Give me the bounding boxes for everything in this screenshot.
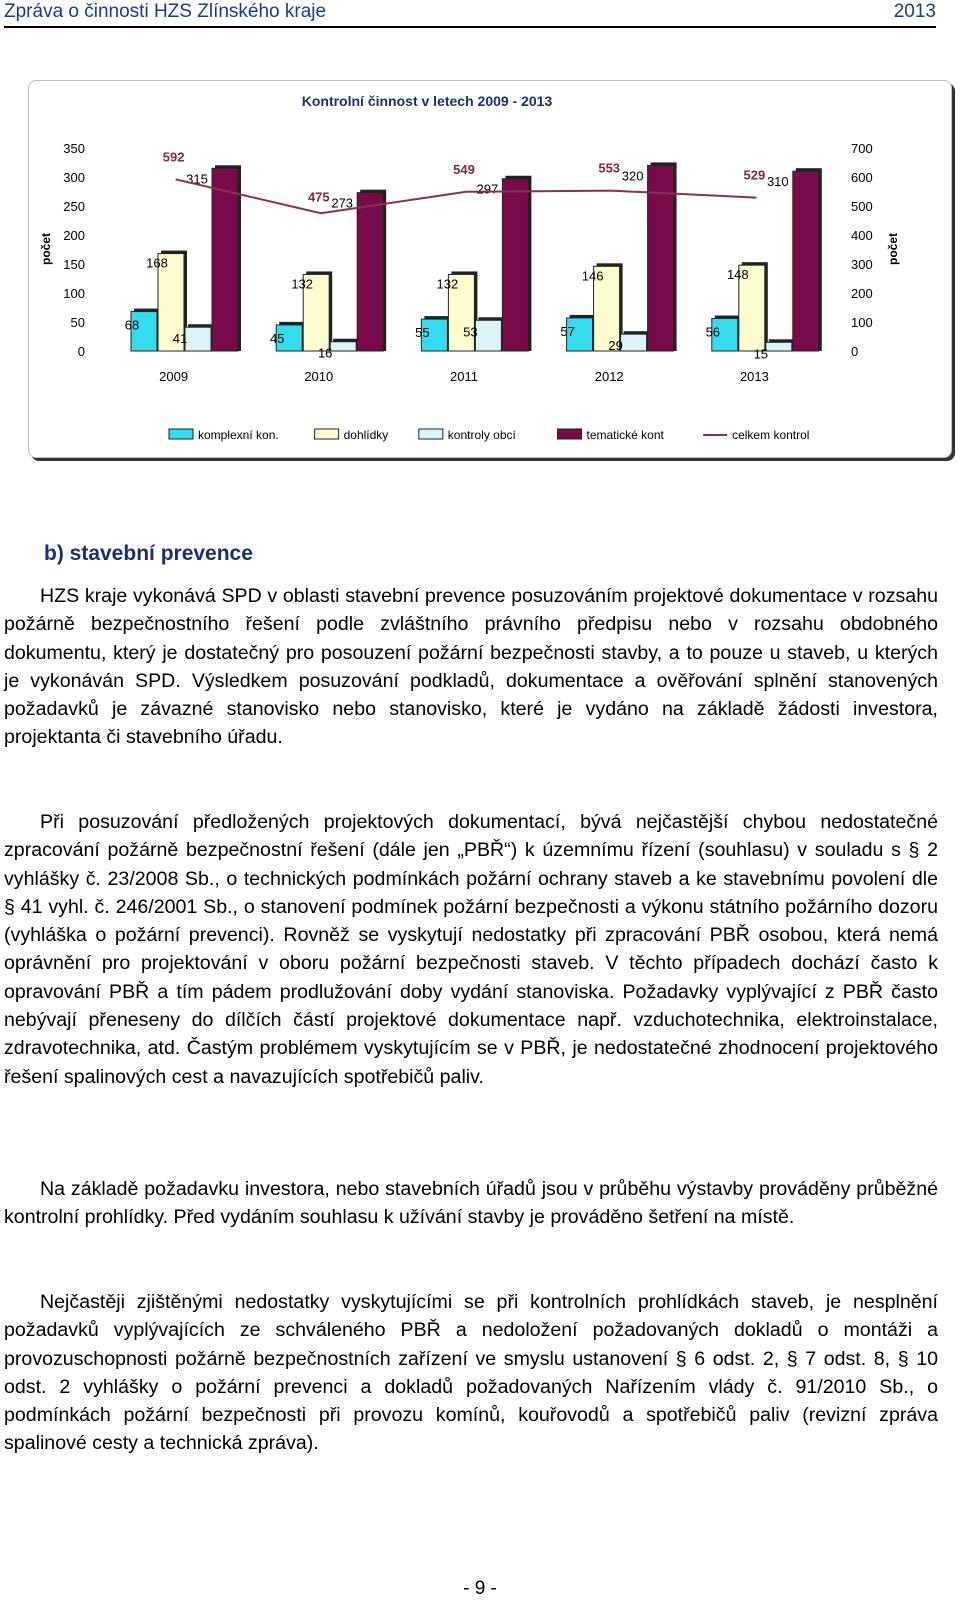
- document-title: Zpráva o činnosti HZS Zlínského kraje: [4, 1, 327, 22]
- bar: [212, 168, 238, 351]
- paragraph-3: Na základě požadavku investora, nebo stavebních úřadů jsou v průběhu výstavby prováděny průběžné kontrolní prohlídky. Před vydáním souhlasu k užívání stavby je prováděno šetření na místě.: [4, 1178, 938, 1229]
- paragraph-2-block: [4, 808, 938, 1091]
- legend-label: dohlídky: [343, 428, 389, 442]
- line-data-label: 549: [453, 161, 475, 177]
- y-tick-label: 150: [63, 257, 85, 272]
- bar-data-label: 132: [291, 276, 314, 292]
- bar: [185, 327, 211, 351]
- chart-title: Kontrolní činnost v letech 2009 - 2013: [301, 93, 553, 109]
- paragraph-3-block: [4, 1175, 938, 1232]
- y-tick-label: 250: [63, 199, 85, 214]
- y2-tick-label: 300: [851, 257, 873, 272]
- bar-data-label: 273: [331, 195, 354, 211]
- page-number: - 9 -: [463, 1578, 497, 1599]
- paragraph-1: HZS kraje vykonává SPD v oblasti stavební prevence posuzováním projektové dokumentace v rozsahu požárně bezpečnostního řešení podle zvláštního právního předpisu nebo v rozsahu obdobného dokumentu, který je dostatečný pro posouzení požární bezpečnosti stavby, a to pouze u staveb, u kterých je vykonáván SPD. Výsledkem posuzování podkladů, dokumentace a ověřování splnění stanovených požadavků je závazné stanovisko nebo stanovisko, které je vydáno na základě žádosti investora, projektanta či stavebního úřadu.: [4, 585, 938, 749]
- y2-tick-label: 100: [851, 315, 873, 330]
- x-tick-label: 2012: [594, 369, 624, 384]
- y2-tick-label: 200: [851, 286, 873, 301]
- y-tick-label: 300: [63, 170, 85, 185]
- legend-label: celkem kontrol: [732, 428, 810, 442]
- bar-data-label: 56: [705, 324, 721, 340]
- bar-line-chart: [29, 81, 951, 457]
- bar: [766, 342, 792, 351]
- y-tick-label: 50: [70, 315, 85, 330]
- y-axis-title: počet: [39, 232, 53, 266]
- bar-data-label: 29: [608, 338, 623, 354]
- bar-data-label: 132: [436, 276, 459, 292]
- legend-label: tematické kont: [586, 428, 664, 442]
- bar-data-label: 315: [186, 171, 208, 187]
- chart-container: [28, 80, 952, 458]
- bar-data-label: 310: [766, 174, 789, 190]
- y2-tick-label: 700: [851, 141, 873, 156]
- legend-swatch: [419, 429, 443, 439]
- paragraph-1-block: [4, 582, 938, 752]
- bar-data-label: 45: [269, 330, 285, 346]
- bar-data-label: 15: [753, 346, 769, 362]
- bar: [793, 171, 819, 351]
- x-tick-label: 2013: [739, 369, 769, 384]
- y2-tick-label: 500: [851, 199, 873, 214]
- y-tick-label: 0: [77, 344, 85, 359]
- bar: [621, 334, 647, 351]
- bar-data-label: 320: [621, 168, 644, 184]
- y2-axis-title: počet: [886, 232, 900, 266]
- paragraph-4: Nejčastěji zjištěnými nedostatky vyskytujícími se při kontrolních prohlídkách staveb, je nesplnění požadavků vyplývajících ze schváleného PBŘ a nedoložení požadovaných dokladů o montáži a provozuschopnosti požárně bezpečnostních zařízení ve smyslu ustanovení § 6 odst. 2, § 7 odst. 8, § 10 odst. 2 vyhlášky o požární prevenci a dokladů požadovaných Nařízením vlády č. 91/2010 Sb., o podmínkách požární bezpečnosti při provozu komínů, kouřovodů a spotřebičů paliv (revizní zpráva spalinové cesty a technická zpráva).: [4, 1291, 938, 1455]
- y2-tick-label: 600: [851, 170, 873, 185]
- legend-swatch: [169, 429, 193, 439]
- y-tick-label: 350: [63, 141, 85, 156]
- section-title: b) stavební prevence: [44, 542, 253, 565]
- bar: [330, 342, 356, 351]
- y2-tick-label: 0: [851, 344, 859, 359]
- bar-data-label: 148: [726, 267, 749, 283]
- y-tick-label: 200: [63, 228, 85, 243]
- y-tick-label: 100: [63, 286, 85, 301]
- line-data-label: 475: [307, 189, 330, 205]
- bar-data-label: 57: [560, 323, 575, 339]
- bar-data-label: 68: [124, 317, 140, 333]
- x-tick-label: 2010: [304, 369, 334, 384]
- legend-label: komplexní kon.: [198, 428, 279, 442]
- bar: [475, 320, 501, 351]
- document-year: 2013: [893, 1, 936, 22]
- line-data-label: 529: [743, 167, 766, 183]
- legend-swatch: [315, 429, 339, 439]
- bar-data-label: 146: [581, 268, 604, 284]
- x-tick-label: 2011: [450, 369, 478, 384]
- line-data-label: 553: [598, 160, 621, 176]
- bar: [357, 193, 383, 351]
- legend-swatch: [558, 429, 582, 439]
- bar-data-label: 55: [415, 325, 430, 341]
- bar-data-label: 53: [463, 324, 478, 340]
- legend-label: kontroly obcí: [447, 428, 516, 442]
- page-header: [4, 0, 936, 28]
- paragraph-2: Při posuzování předložených projektových dokumentací, bývá nejčastější chybou nedostatečné zpracování požárně bezpečnostní řešení (dále jen „PBŘ“) k územnímu řízení (souhlasu) v souladu s § 2 vyhlášky č. 23/2008 Sb., o technických podmínkách požární ochrany staveb a ke stavebnímu povolení dle § 41 vyhl. č. 246/2001 Sb., o stanovení podmínek požární bezpečnosti a výkonu státního požárního dozoru (vyhláška o požární prevenci). Rovněž se vyskytují nedostatky při zpracování PBŘ osobou, která nemá oprávnění pro projektování v oboru požární bezpečnosti staveb. V těchto případech dochází často k opravování PBŘ a tím pádem prodlužování doby vydání stanoviska. Požadavky vyplývající z PBŘ často nebývají přeneseny do dílčích částí projektové dokumentace např. vzduchotechnika, elektroinstalace, zdravotechnika, atd. Častým problémem vyskytujícím se v PBŘ, je nedostatečné zhodnocení projektového řešení spalinových cest a navazujících spotřebičů paliv.: [4, 811, 938, 1088]
- bar-data-label: 16: [317, 345, 333, 361]
- bar: [502, 179, 528, 351]
- line-data-label: 592: [162, 149, 185, 165]
- bar-data-label: 41: [172, 331, 188, 347]
- paragraph-4-block: [4, 1288, 938, 1458]
- bar-data-label: 297: [476, 181, 499, 197]
- x-tick-label: 2009: [159, 369, 189, 384]
- y2-tick-label: 400: [851, 228, 873, 243]
- bar-data-label: 168: [146, 255, 168, 271]
